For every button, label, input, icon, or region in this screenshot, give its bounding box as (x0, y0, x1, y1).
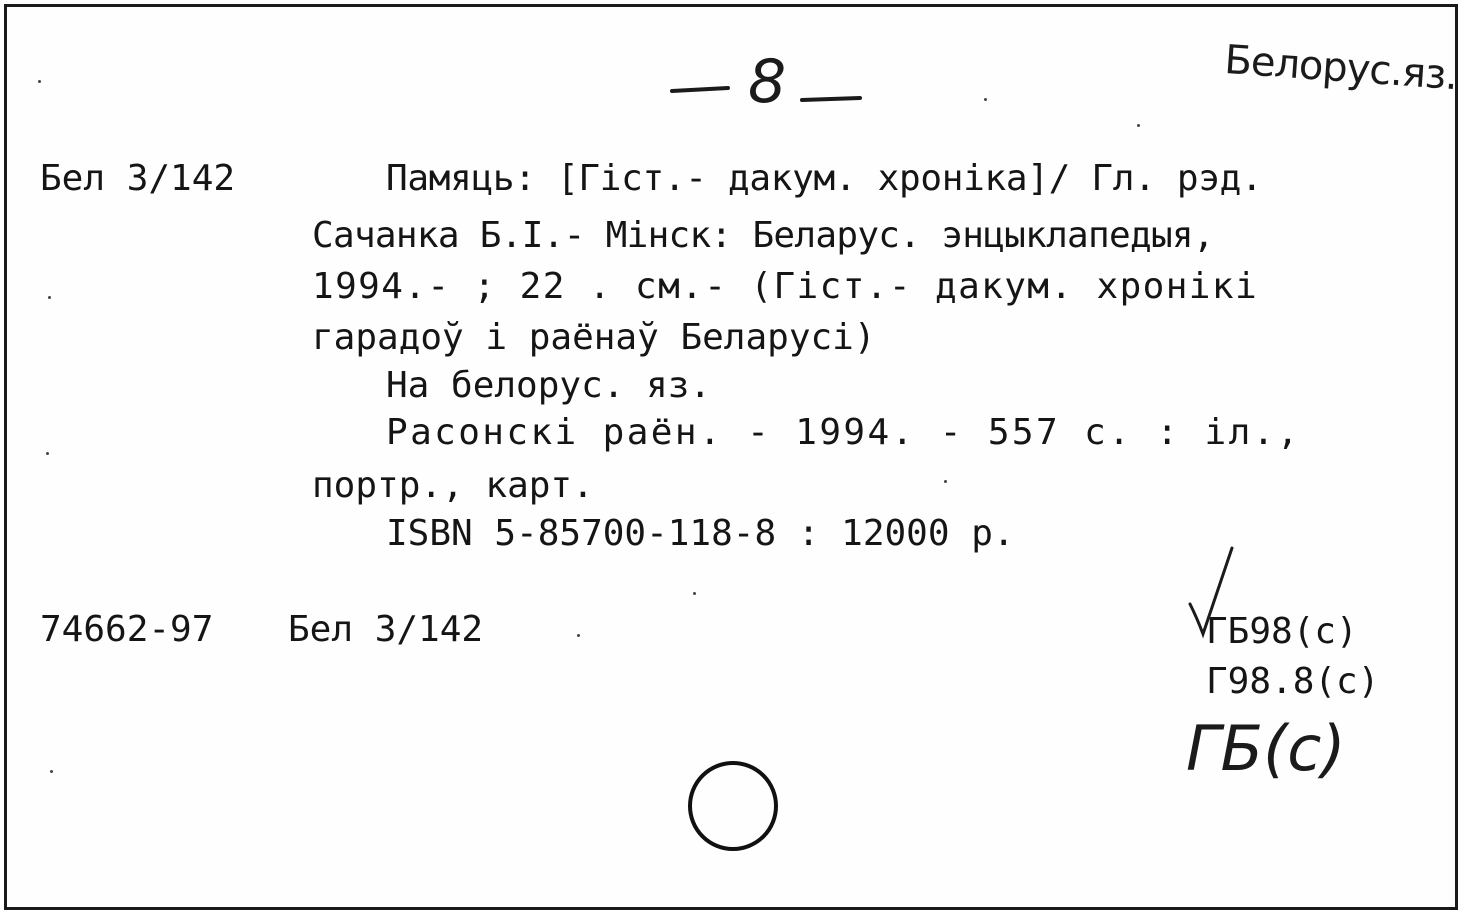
shelf-mark-bottom: Бел 3/142 (288, 609, 484, 650)
class-code-2: Г98.8(с) (1206, 661, 1380, 702)
handwritten-language-note: Белорус.яз. (1223, 37, 1459, 100)
accession-number: 74662-97 (40, 609, 214, 650)
handwritten-number: 8 (748, 47, 787, 117)
language-line: На белорус. яз. (386, 365, 712, 406)
entry-line-2: Сачанка Б.І.- Мінск: Беларус. энцыклапедыя, (312, 215, 1214, 256)
entry-line-1: Памяць: [Гіст.- дакум. хроніка]/ Гл. рэд. (386, 158, 1263, 199)
dash-right (802, 98, 860, 100)
handwritten-class: ГБ(с) (1186, 712, 1346, 785)
isbn-line: ISBN 5-85700-118-8 : 12000 р. (386, 513, 1015, 554)
card-hole (690, 763, 776, 849)
shelf-mark: Бел 3/142 (40, 158, 236, 199)
class-code-1: ГБ98(с) (1206, 611, 1358, 652)
volume-line-1: Расонскі раён. - 1994. - 557 с. : іл., (386, 412, 1301, 453)
volume-line-2: портр., карт. (312, 465, 594, 506)
entry-line-3: 1994.- ; 22 . см.- (Гіст.- дакум. хронікі (312, 266, 1259, 307)
dash-left (672, 88, 728, 91)
entry-line-4: гарадоў і раёнаў Беларусі) (312, 317, 876, 358)
